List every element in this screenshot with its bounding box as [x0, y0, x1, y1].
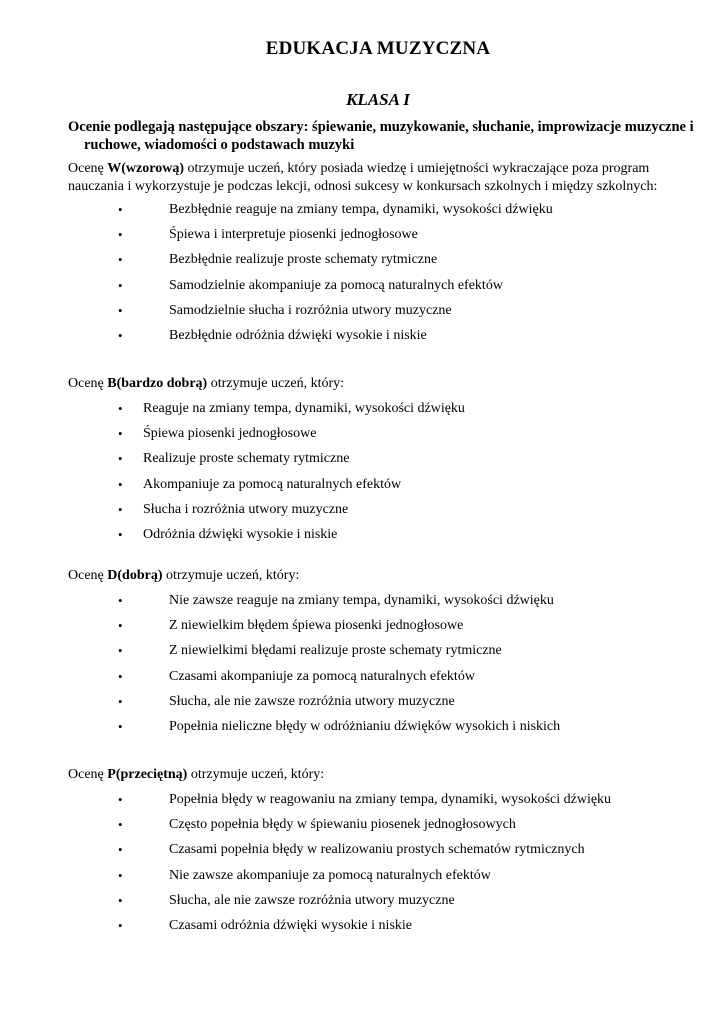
- grade-d-paragraph: [68, 567, 693, 585]
- grade-lead: Ocenę: [68, 767, 108, 782]
- criterion-text: Z niewielkim błędem śpiewa piosenki jednogłosowe: [169, 618, 464, 634]
- criterion-text: Słucha, ale nie zawsze rozróżnia utwory muzyczne: [169, 892, 455, 908]
- bullet-icon: •: [118, 302, 123, 318]
- document-title: EDUKACJA MUZYCZNA: [265, 38, 491, 59]
- bullet-icon: •: [118, 867, 123, 883]
- grade-p-paragraph: [68, 766, 693, 784]
- bullet-icon: •: [118, 693, 123, 709]
- bullet-icon: •: [118, 526, 123, 542]
- criterion-text: Samodzielnie słucha i rozróżnia utwory muzyczne: [169, 302, 452, 318]
- criterion-text: Bezbłędnie odróżnia dźwięki wysokie i niskie: [169, 327, 427, 343]
- criterion-text: Często popełnia błędy w śpiewaniu piosenek jednogłosowych: [169, 817, 516, 833]
- grade-p-description: otrzymuje uczeń, który:: [187, 767, 325, 782]
- bullet-icon: •: [118, 401, 123, 416]
- bullet-icon: •: [118, 792, 123, 807]
- bullet-icon: •: [118, 668, 123, 684]
- criterion-text: Śpiewa i interpretuje piosenki jednogłosowe: [169, 227, 418, 243]
- criterion-text: Akompaniuje za pomocą naturalnych efektów: [143, 476, 402, 492]
- class-subtitle: KLASA I: [346, 90, 410, 109]
- grade-d-name: D(dobrą): [107, 568, 163, 583]
- grade-w-name: W(wzorową): [107, 161, 184, 176]
- grade-lead: Ocenę: [68, 376, 108, 391]
- criterion-text: Popełnia błędy w reagowaniu na zmiany tempa, dynamiki, wysokości dźwięku: [169, 792, 612, 807]
- criterion-text: Czasami akompaniuje za pomocą naturalnych efektów: [169, 668, 475, 684]
- criterion-text: Reaguje na zmiany tempa, dynamiki, wysokości dźwięku: [143, 401, 465, 416]
- grade-b-description: otrzymuje uczeń, który:: [207, 376, 345, 391]
- criterion-text: Czasami odróżnia dźwięki wysokie i niskie: [169, 917, 412, 933]
- grade-d-description: otrzymuje uczeń, który:: [162, 568, 300, 583]
- grade-w-description: otrzymuje uczeń, który posiada wiedzę i umiejętności wykraczające poza program nauczania i wykorzystuje je podczas lekcji, odnosi sukcesy w konkursach szkolnych i między szkolnych:: [68, 161, 658, 194]
- criterion-text: Samodzielnie akompaniuje za pomocą naturalnych efektów: [169, 277, 503, 293]
- criterion-text: Realizuje proste schematy rytmiczne: [143, 451, 350, 467]
- bullet-icon: •: [118, 892, 123, 908]
- bullet-icon: •: [118, 917, 123, 933]
- criterion-text: Słucha i rozróżnia utwory muzyczne: [143, 501, 349, 517]
- bullet-icon: •: [118, 426, 123, 442]
- grade-p-name: P(przeciętną): [107, 767, 188, 782]
- criterion-text: Odróżnia dźwięki wysokie i niskie: [143, 526, 338, 542]
- criterion-text: Bezbłędnie realizuje proste schematy rytmiczne: [169, 252, 438, 268]
- criterion-text: Nie zawsze akompaniuje za pomocą naturalnych efektów: [169, 867, 491, 883]
- criterion-text: Z niewielkimi błędami realizuje proste schematy rytmiczne: [169, 643, 502, 659]
- bullet-icon: •: [118, 643, 123, 659]
- bullet-icon: •: [118, 476, 123, 492]
- bullet-icon: •: [118, 718, 123, 734]
- bullet-icon: •: [118, 202, 123, 217]
- criterion-text: Nie zawsze reaguje na zmiany tempa, dynamiki, wysokości dźwięku: [169, 593, 554, 608]
- criterion-text: Słucha, ale nie zawsze rozróżnia utwory muzyczne: [169, 693, 455, 709]
- grade-lead: Ocenę: [68, 568, 108, 583]
- criterion-text: Bezbłędnie reaguje na zmiany tempa, dynamiki, wysokości dźwięku: [169, 202, 553, 217]
- bullet-icon: •: [118, 842, 123, 858]
- bullet-icon: •: [118, 593, 123, 608]
- grade-lead: Ocenę: [68, 161, 108, 176]
- bullet-icon: •: [118, 227, 123, 243]
- bullet-icon: •: [118, 277, 123, 293]
- criterion-text: Popełnia nieliczne błędy w odróżnianiu dźwięków wysokich i niskich: [169, 718, 561, 734]
- grade-b-name: B(bardzo dobrą): [107, 376, 208, 391]
- bullet-icon: •: [118, 451, 123, 467]
- assessment-areas-intro: Ocenie podlegają następujące obszary: śpiewanie, muzykowanie, słuchanie, improwizacje muzyczne i ruchowe, wiadomości o podstawach muzyki: [68, 119, 694, 153]
- bullet-icon: •: [118, 618, 123, 634]
- bullet-icon: •: [118, 501, 123, 517]
- bullet-icon: •: [118, 327, 123, 343]
- bullet-icon: •: [118, 817, 123, 833]
- criterion-text: Czasami popełnia błędy w realizowaniu prostych schematów rytmicznych: [169, 842, 585, 858]
- bullet-icon: •: [118, 252, 123, 268]
- grade-w-paragraph: [68, 160, 693, 196]
- grade-b-paragraph: [68, 375, 693, 393]
- criterion-text: Śpiewa piosenki jednogłosowe: [143, 426, 317, 442]
